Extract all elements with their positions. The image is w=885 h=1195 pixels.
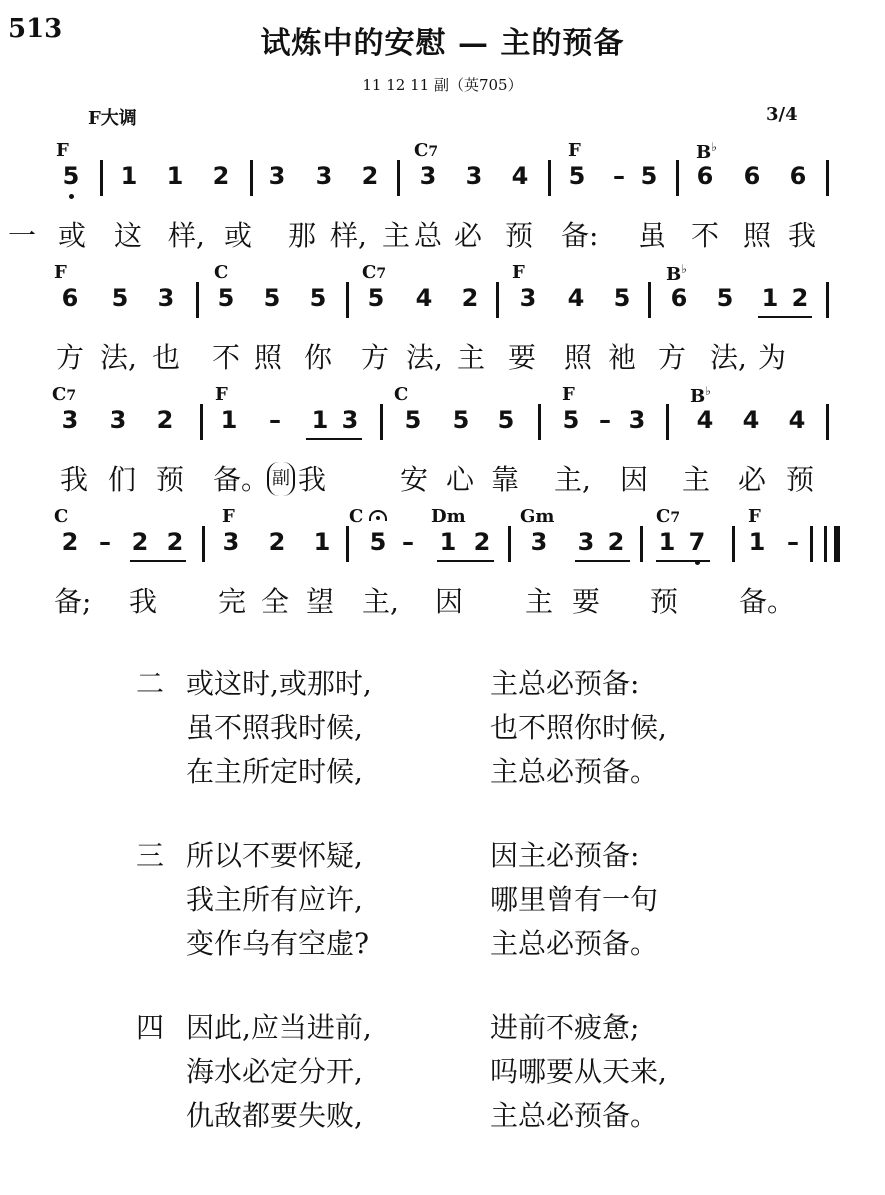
lyric-syllable: 方 [360, 341, 389, 374]
beam-underline [575, 560, 630, 562]
stanza-line-second-half: 主总必预备。 [490, 755, 659, 788]
note: 3 [465, 162, 483, 190]
lyric-syllable: 这 [113, 219, 142, 252]
lyric-syllable: 要 [507, 341, 536, 374]
barline [666, 404, 669, 440]
stanza-number: 四 [136, 1011, 165, 1044]
barline [346, 282, 349, 318]
stanza-line-first-half: 海水必定分开, [186, 1055, 363, 1088]
note: 3 [315, 162, 333, 190]
note: – [99, 528, 111, 556]
lyric-syllable: 备。 [739, 585, 796, 618]
note: 4 [511, 162, 529, 190]
chord-symbol: F [215, 384, 228, 405]
note: 2 [461, 284, 479, 312]
note: 1 [311, 406, 329, 434]
stanza-number: 二 [136, 667, 165, 700]
lyric-syllable: 完 [217, 585, 246, 618]
chord-symbol: F [56, 140, 69, 161]
beam-underline [306, 438, 362, 440]
lyric-syllable: 法, [100, 341, 137, 374]
lyric-syllable: 方 [657, 341, 686, 374]
lyric-syllable: 法, [710, 341, 747, 374]
stanza-line-first-half: 在主所定时候, [186, 755, 363, 788]
barline [548, 160, 551, 196]
note: 3 [419, 162, 437, 190]
octave-dot-below [69, 194, 74, 199]
lyric-syllable: 或 [57, 219, 86, 252]
barline [826, 282, 829, 318]
chord-symbol: B♭ [666, 262, 687, 285]
chord-symbol: C [349, 506, 364, 527]
note: 7 [688, 528, 706, 556]
note: 5 [562, 406, 580, 434]
lyric-syllable: 样, [330, 219, 367, 252]
note: 1 [313, 528, 331, 556]
note: 5 [263, 284, 281, 312]
note: 6 [789, 162, 807, 190]
note: 3 [628, 406, 646, 434]
stanza-line-first-half: 变作乌有空虚? [186, 927, 370, 960]
note: 6 [61, 284, 79, 312]
note: 5 [568, 162, 586, 190]
stanza-line-first-half: 我主所有应许, [186, 883, 363, 916]
note: 2 [361, 162, 379, 190]
lyric-syllable: 不 [211, 341, 240, 374]
note: 1 [761, 284, 779, 312]
note: 5 [111, 284, 129, 312]
lyric-syllable: 照 [742, 219, 771, 252]
note: 3 [222, 528, 240, 556]
chord-symbol: Dm [431, 506, 466, 527]
note: 6 [696, 162, 714, 190]
lyric-syllable: 主, [362, 585, 399, 618]
stanza-3 [136, 834, 836, 974]
note: 5 [497, 406, 515, 434]
note: 5 [309, 284, 327, 312]
stanza-line-first-half: 所以不要怀疑, [186, 839, 363, 872]
lyric-syllable: 我 [297, 463, 326, 496]
lyric-syllable: 因 [619, 463, 648, 496]
lyric-syllable: 也 [151, 341, 180, 374]
chord-symbol: F [748, 506, 761, 527]
note: – [402, 528, 414, 556]
note: 4 [567, 284, 585, 312]
chord-symbol: C [214, 262, 229, 283]
stanza-line-first-half: 或这时,或那时, [186, 667, 372, 700]
beam-underline [656, 560, 710, 562]
lyric-syllable: 预 [504, 219, 533, 252]
note: 5 [404, 406, 422, 434]
stanza-line-second-half: 哪里曾有一句 [490, 883, 659, 916]
note: 3 [268, 162, 286, 190]
lyric-syllable: 要 [571, 585, 600, 618]
barline [508, 526, 511, 562]
final-barline-thick [834, 526, 840, 562]
lyric-syllable: 或 [223, 219, 252, 252]
stanza-line-first-half: 仇敌都要失败, [186, 1099, 363, 1132]
barline [826, 160, 829, 196]
note: 3 [530, 528, 548, 556]
note: 4 [788, 406, 806, 434]
lyric-syllable: 主 [456, 341, 485, 374]
note: 4 [742, 406, 760, 434]
note: 5 [369, 528, 387, 556]
note: 5 [367, 284, 385, 312]
lyric-syllable: 法, [406, 341, 443, 374]
barline [810, 526, 813, 562]
stanza-line-first-half: 虽不照我时候, [186, 711, 363, 744]
chord-symbol: C7 [362, 262, 387, 283]
note: 5 [62, 162, 80, 190]
note: 5 [716, 284, 734, 312]
hymn-meter: 11 12 11 副（英705） [362, 76, 523, 94]
note: 4 [696, 406, 714, 434]
barline [346, 526, 349, 562]
stanza-line-second-half: 主总必预备: [490, 667, 640, 700]
system-3 [0, 384, 885, 504]
lyric-syllable: 那 [287, 219, 316, 252]
refrain-marker: 副 [267, 462, 295, 496]
beam-underline [437, 560, 494, 562]
system-2 [0, 262, 885, 382]
lyric-syllable: 主, [554, 463, 591, 496]
note: 3 [157, 284, 175, 312]
chord-symbol: B♭ [690, 384, 711, 407]
lyric-syllable: 因 [434, 585, 463, 618]
stanza-number: 三 [136, 839, 165, 872]
note: 1 [658, 528, 676, 556]
stanza-line-second-half: 也不照你时候, [490, 711, 667, 744]
stanza-line-second-half: 吗哪要从天来, [490, 1055, 667, 1088]
chord-symbol: Gm [520, 506, 555, 527]
note: 1 [439, 528, 457, 556]
lyric-syllable: 备; [54, 585, 92, 618]
lyric-syllable: 安 [399, 463, 428, 496]
lyric-syllable: 望 [305, 585, 334, 618]
key-signature: F大调 [88, 108, 137, 129]
lyric-syllable: 我 [787, 219, 816, 252]
note: 1 [120, 162, 138, 190]
lyric-syllable: 主 [524, 585, 553, 618]
chord-symbol: C [394, 384, 409, 405]
barline [200, 404, 203, 440]
note: 2 [156, 406, 174, 434]
lyric-syllable: 备。 [213, 463, 270, 496]
chord-symbol: C7 [414, 140, 439, 161]
note: – [599, 406, 611, 434]
barline [202, 526, 205, 562]
barline [496, 282, 499, 318]
chord-symbol: F [512, 262, 525, 283]
barline [640, 526, 643, 562]
chord-symbol: C [54, 506, 69, 527]
beam-underline [130, 560, 186, 562]
barline [648, 282, 651, 318]
note: 2 [268, 528, 286, 556]
barline [380, 404, 383, 440]
note: 1 [220, 406, 238, 434]
chord-symbol: F [568, 140, 581, 161]
lyric-syllable: 全 [260, 585, 289, 618]
lyric-syllable: 预 [785, 463, 814, 496]
note: 3 [61, 406, 79, 434]
lyric-syllable: 心 [445, 463, 474, 496]
lyric-syllable: 们 [107, 463, 136, 496]
hymn-title: 试炼中的安慰 — 主的预备 [260, 26, 625, 61]
note: – [269, 406, 281, 434]
stanza-line-second-half: 主总必预备。 [490, 927, 659, 960]
note: 5 [613, 284, 631, 312]
note: – [787, 528, 799, 556]
note: 2 [791, 284, 809, 312]
fermata-dot-icon [376, 516, 380, 520]
verse-marker: 一 [7, 219, 36, 252]
lyric-syllable: 为 [757, 341, 786, 374]
system-4 [0, 506, 885, 626]
note: 3 [577, 528, 595, 556]
barline [826, 404, 829, 440]
note: 3 [341, 406, 359, 434]
note: 5 [217, 284, 235, 312]
lyric-syllable: 预 [649, 585, 678, 618]
chord-symbol: F [222, 506, 235, 527]
note: 2 [473, 528, 491, 556]
note: 4 [415, 284, 433, 312]
note: 2 [61, 528, 79, 556]
system-1 [0, 140, 885, 260]
lyric-syllable: 总 [413, 219, 442, 252]
lyric-syllable: 备: [561, 219, 599, 252]
lyric-syllable: 方 [55, 341, 84, 374]
stanza-line-second-half: 主总必预备。 [490, 1099, 659, 1132]
note: 2 [212, 162, 230, 190]
barline [676, 160, 679, 196]
stanza-line-second-half: 因主必预备: [490, 839, 640, 872]
note: 2 [166, 528, 184, 556]
lyric-syllable: 照 [253, 341, 282, 374]
stanza-line-first-half: 因此,应当进前, [186, 1011, 372, 1044]
lyric-syllable: 不 [690, 219, 719, 252]
lyric-syllable: 必 [453, 219, 482, 252]
chord-symbol: F [54, 262, 67, 283]
lyric-syllable: 样, [168, 219, 205, 252]
chord-symbol: C7 [52, 384, 77, 405]
stanza-line-second-half: 进前不疲惫; [490, 1011, 640, 1044]
note: 3 [109, 406, 127, 434]
note: 6 [743, 162, 761, 190]
lyric-syllable: 我 [128, 585, 157, 618]
octave-dot-below [695, 560, 700, 565]
barline [100, 160, 103, 196]
stanza-2 [136, 662, 836, 802]
lyric-syllable: 主 [381, 219, 410, 252]
note: 1 [166, 162, 184, 190]
note: 6 [670, 284, 688, 312]
beam-underline [758, 316, 812, 318]
note: 2 [131, 528, 149, 556]
chord-symbol: C7 [656, 506, 681, 527]
lyric-syllable: 你 [303, 341, 332, 374]
lyric-syllable: 我 [59, 463, 88, 496]
chord-symbol: F [562, 384, 575, 405]
barline [397, 160, 400, 196]
lyric-syllable: 必 [737, 463, 766, 496]
time-signature: 3/4 [766, 104, 798, 125]
barline [732, 526, 735, 562]
note: 2 [607, 528, 625, 556]
lyric-syllable: 祂 [607, 341, 636, 374]
note: 3 [519, 284, 537, 312]
chord-symbol: B♭ [696, 140, 717, 163]
lyric-syllable: 靠 [490, 463, 519, 496]
note: 1 [748, 528, 766, 556]
lyric-syllable: 预 [155, 463, 184, 496]
barline [538, 404, 541, 440]
stanza-4 [136, 1006, 836, 1146]
note: 5 [640, 162, 658, 190]
lyric-syllable: 照 [563, 341, 592, 374]
hymn-number: 513 [8, 14, 63, 44]
note: 5 [452, 406, 470, 434]
barline [196, 282, 199, 318]
lyric-syllable: 虽 [637, 219, 666, 252]
note: – [613, 162, 625, 190]
lyric-syllable: 主 [681, 463, 710, 496]
final-barline-thin [824, 526, 827, 562]
barline [250, 160, 253, 196]
